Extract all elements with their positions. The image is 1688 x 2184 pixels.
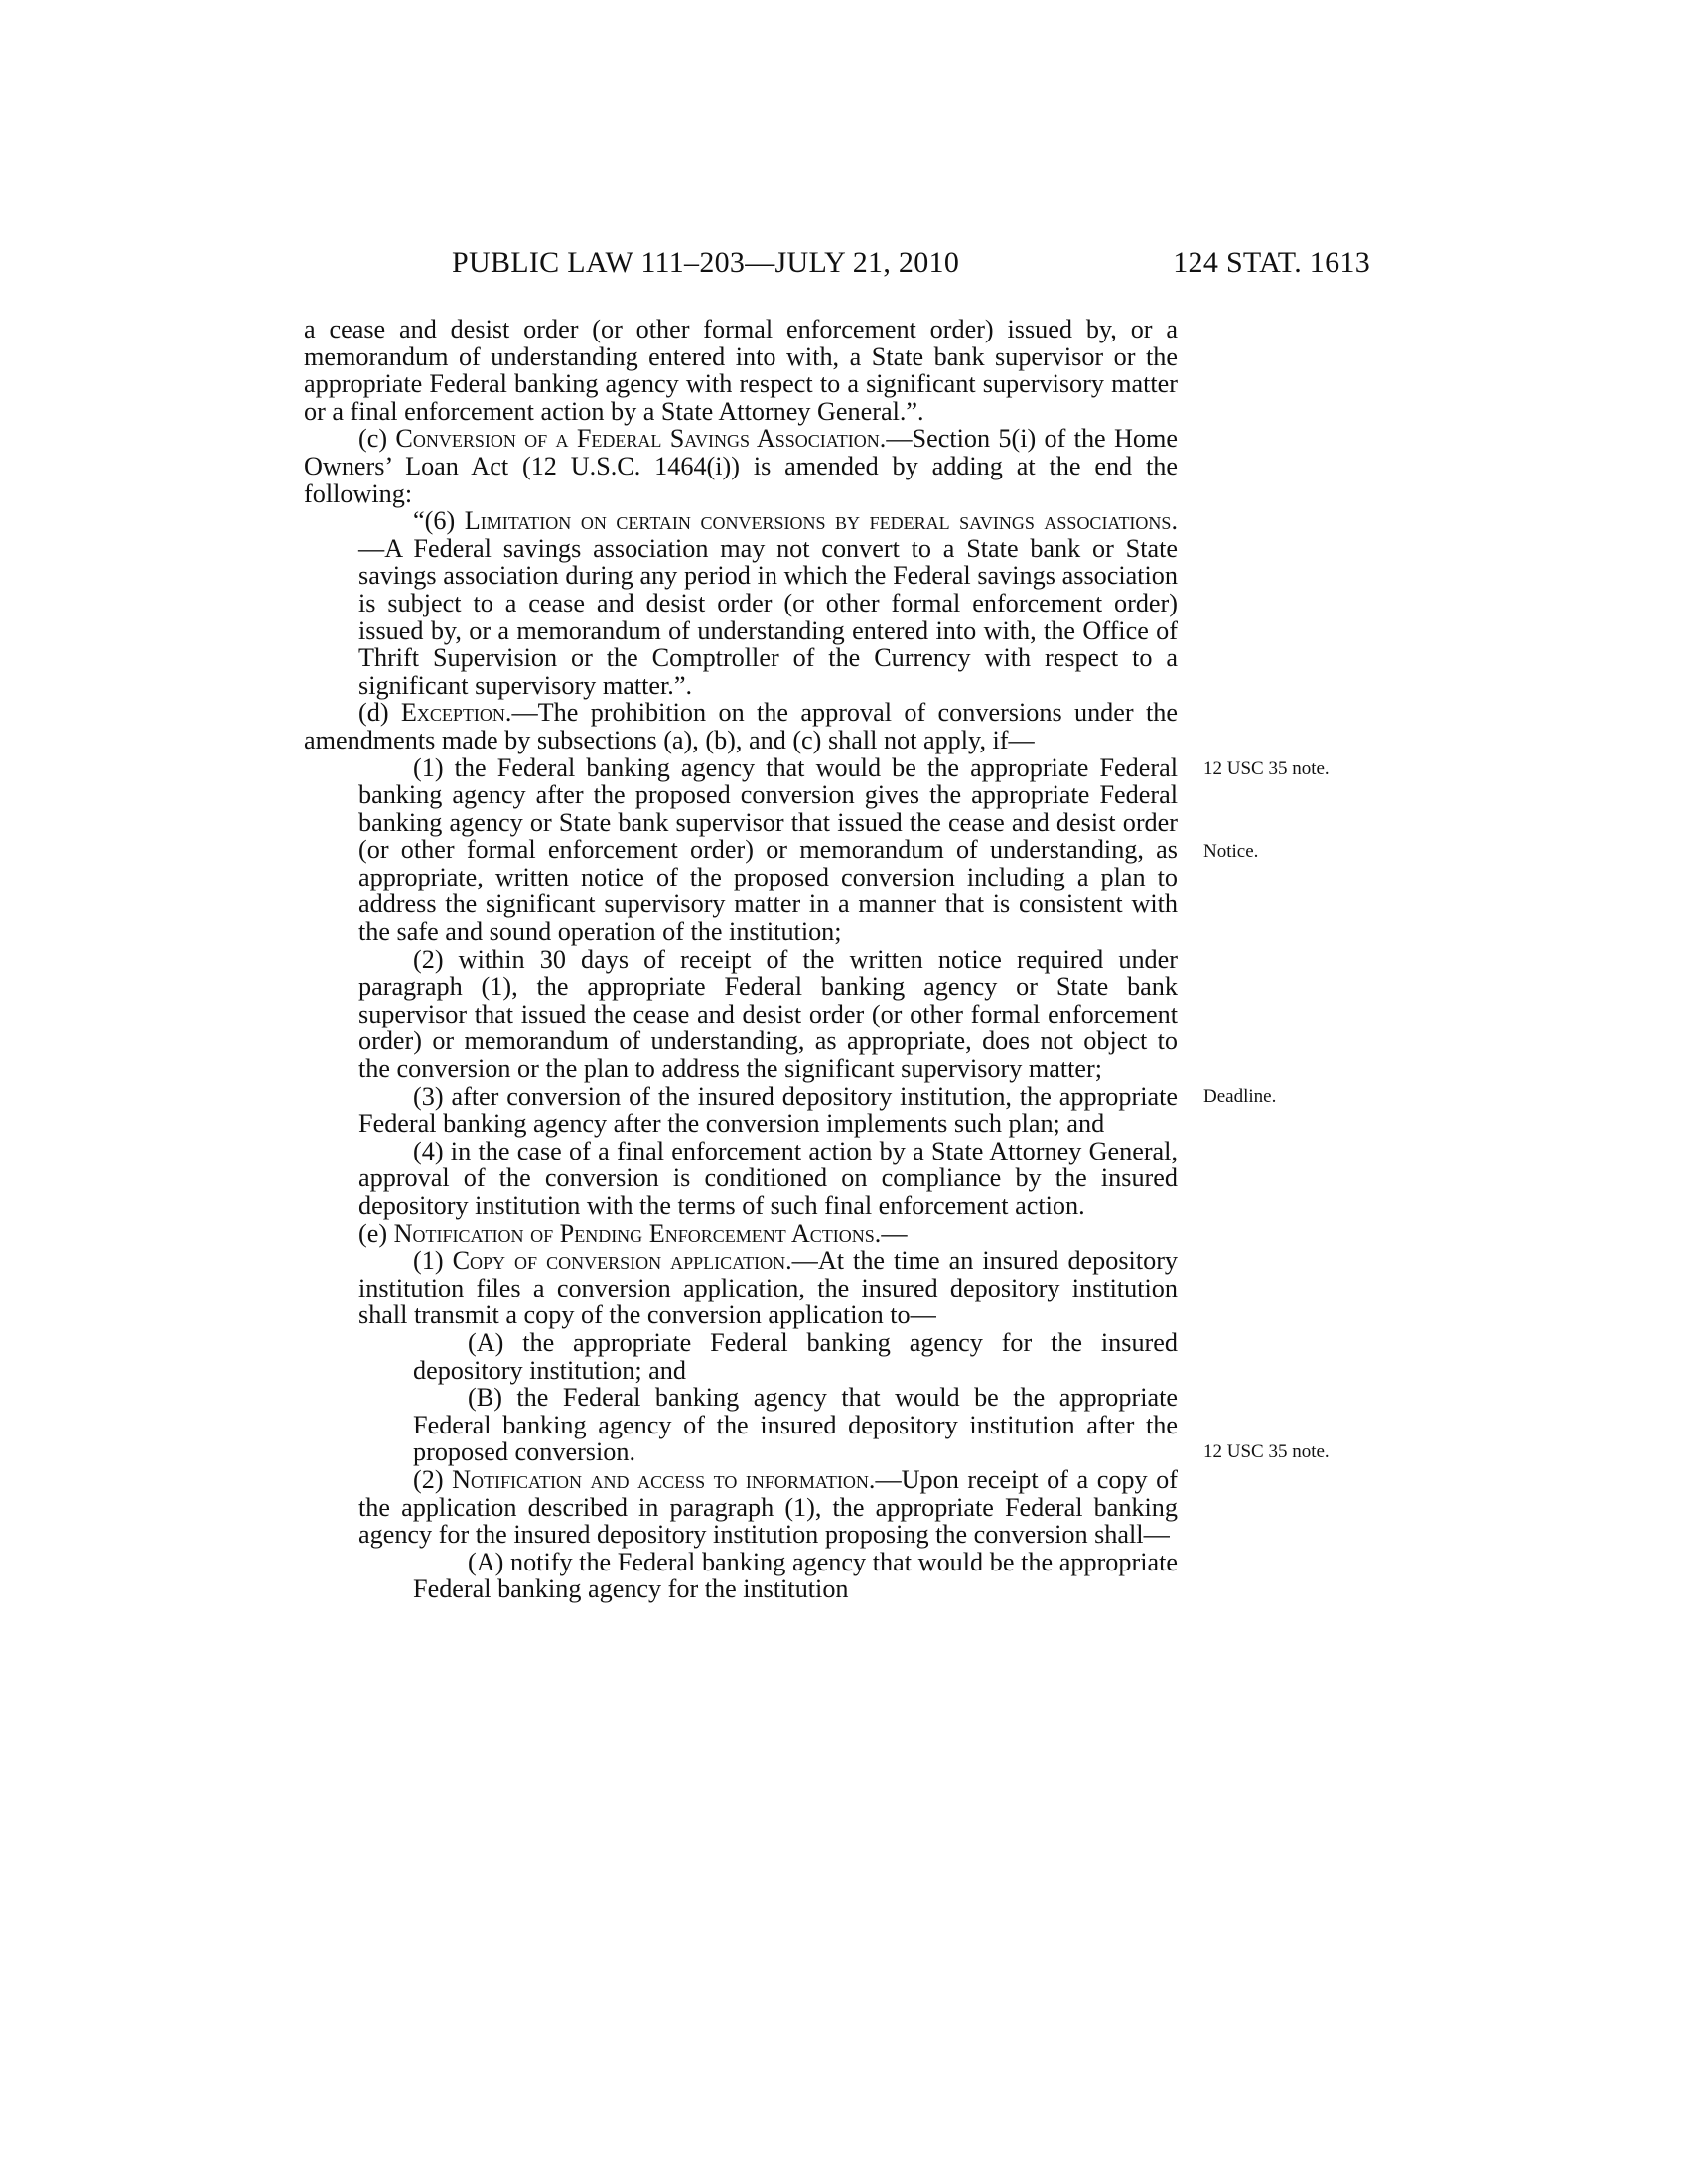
margin-note-deadline: Deadline. — [1203, 1086, 1277, 1107]
subsection-e-heading: Notification of Pending Enforcement Actions. — [393, 1218, 882, 1248]
subsection-c-heading: Conversion of a Federal Savings Association. — [395, 424, 887, 454]
paragraph-e-2: (2) Notification and access to information.—Upon receipt of a copy of the application described in paragraph (1), the appropriate Federal banking agency for the insured depository institution proposing the conversion shall— — [358, 1464, 1178, 1550]
paragraph-d-1: (1) the Federal banking agency that would be the appropriate Federal banking agency after the proposed conversion gives the appropriate Federal banking agency or State bank supervisor that issued the cease and desist order (or other formal enforcement order) or memorandum of understanding, as appropriate, written notice of the proposed conversion including a plan to address the significant supervisory matter in a manner that is consistent with the safe and sound operation of the institution; — [358, 752, 1178, 947]
margin-note-usc-e: 12 USC 35 note. — [1203, 1441, 1330, 1462]
header-page-number: 124 STAT. 1613 — [1173, 246, 1370, 279]
quoted-paragraph-6: “(6) Limitation on certain conversions by federal savings associations.—A Federal savings association may not convert to a State bank or State savings association during any period in which the Federal savings association is subject to a cease and desist order (or other formal enforcement order) issued by, or a memorandum of understanding entered into with, the Office of Thrift Supervision or the Comptroller of the Currency with respect to a significant supervisory matter.”. — [358, 506, 1178, 700]
subsection-e: (e) Notification of Pending Enforcement Actions.— — [358, 1218, 908, 1248]
paragraph-e-2-heading: Notification and access to information. — [452, 1464, 876, 1494]
subsection-d-heading: Exception. — [400, 698, 512, 728]
paragraph-continuation: a cease and desist order (or other formal enforcement order) issued by, or a memorandum of understanding entered into with, a State bank supervisor or the appropriate Federal banking agency with respect to a significant supervisory matter or a final enforcement action by a State Attorney General.”. — [304, 315, 1178, 426]
statute-body — [304, 316, 1178, 1603]
subparagraph-e-1-a: (A) the appropriate Federal banking agency for the insured depository institution; and — [413, 1327, 1178, 1385]
paragraph-d-2: (2) within 30 days of receipt of the written notice required under paragraph (1), the appropriate Federal banking agency or State bank supervisor that issued the cease and desist order (or other formal enforcement order) or memorandum of understanding, as appropriate, does not object to the conversion or the plan to address the significant supervisory matter; — [358, 944, 1178, 1084]
margin-note-usc-d: 12 USC 35 note. — [1203, 758, 1330, 779]
paragraph-6-heading: Limitation on certain conversions by federal savings associations. — [464, 506, 1178, 536]
paragraph-d-4: (4) in the case of a final enforcement action by a State Attorney General, approval of the conversion is conditioned on compliance by the insured depository institution with the terms of such final enforcement action. — [358, 1136, 1178, 1220]
paragraph-e-1: (1) Copy of conversion application.—At the time an insured depository institution files a conversion application, the insured depository institution shall transmit a copy of the conversion application to— — [358, 1246, 1179, 1330]
header-title: PUBLIC LAW 111–203—JULY 21, 2010 — [452, 246, 960, 279]
running-header — [452, 246, 1370, 286]
subsection-c: (c) Conversion of a Federal Savings Association.—Section 5(i) of the Home Owners’ Loan Act (12 U.S.C. 1464(i)) is amended by adding at the end the following: — [304, 424, 1178, 508]
subsection-d: (d) Exception.—The prohibition on the approval of conversions under the amendments made by subsections (a), (b), and (c) shall not apply, if— — [304, 698, 1178, 754]
paragraph-d-3: (3) after conversion of the insured depository institution, the appropriate Federal banking agency after the conversion implements such plan; and — [358, 1081, 1178, 1139]
subparagraph-e-1-b: (B) the Federal banking agency that would be the appropriate Federal banking agency of the insured depository institution after the proposed conversion. — [413, 1383, 1178, 1467]
paragraph-e-1-heading: Copy of conversion application. — [452, 1246, 792, 1276]
margin-note-notice: Notice. — [1203, 841, 1259, 862]
subparagraph-e-2-a: (A) notify the Federal banking agency that would be the appropriate Federal banking agency for the institution — [413, 1547, 1178, 1604]
